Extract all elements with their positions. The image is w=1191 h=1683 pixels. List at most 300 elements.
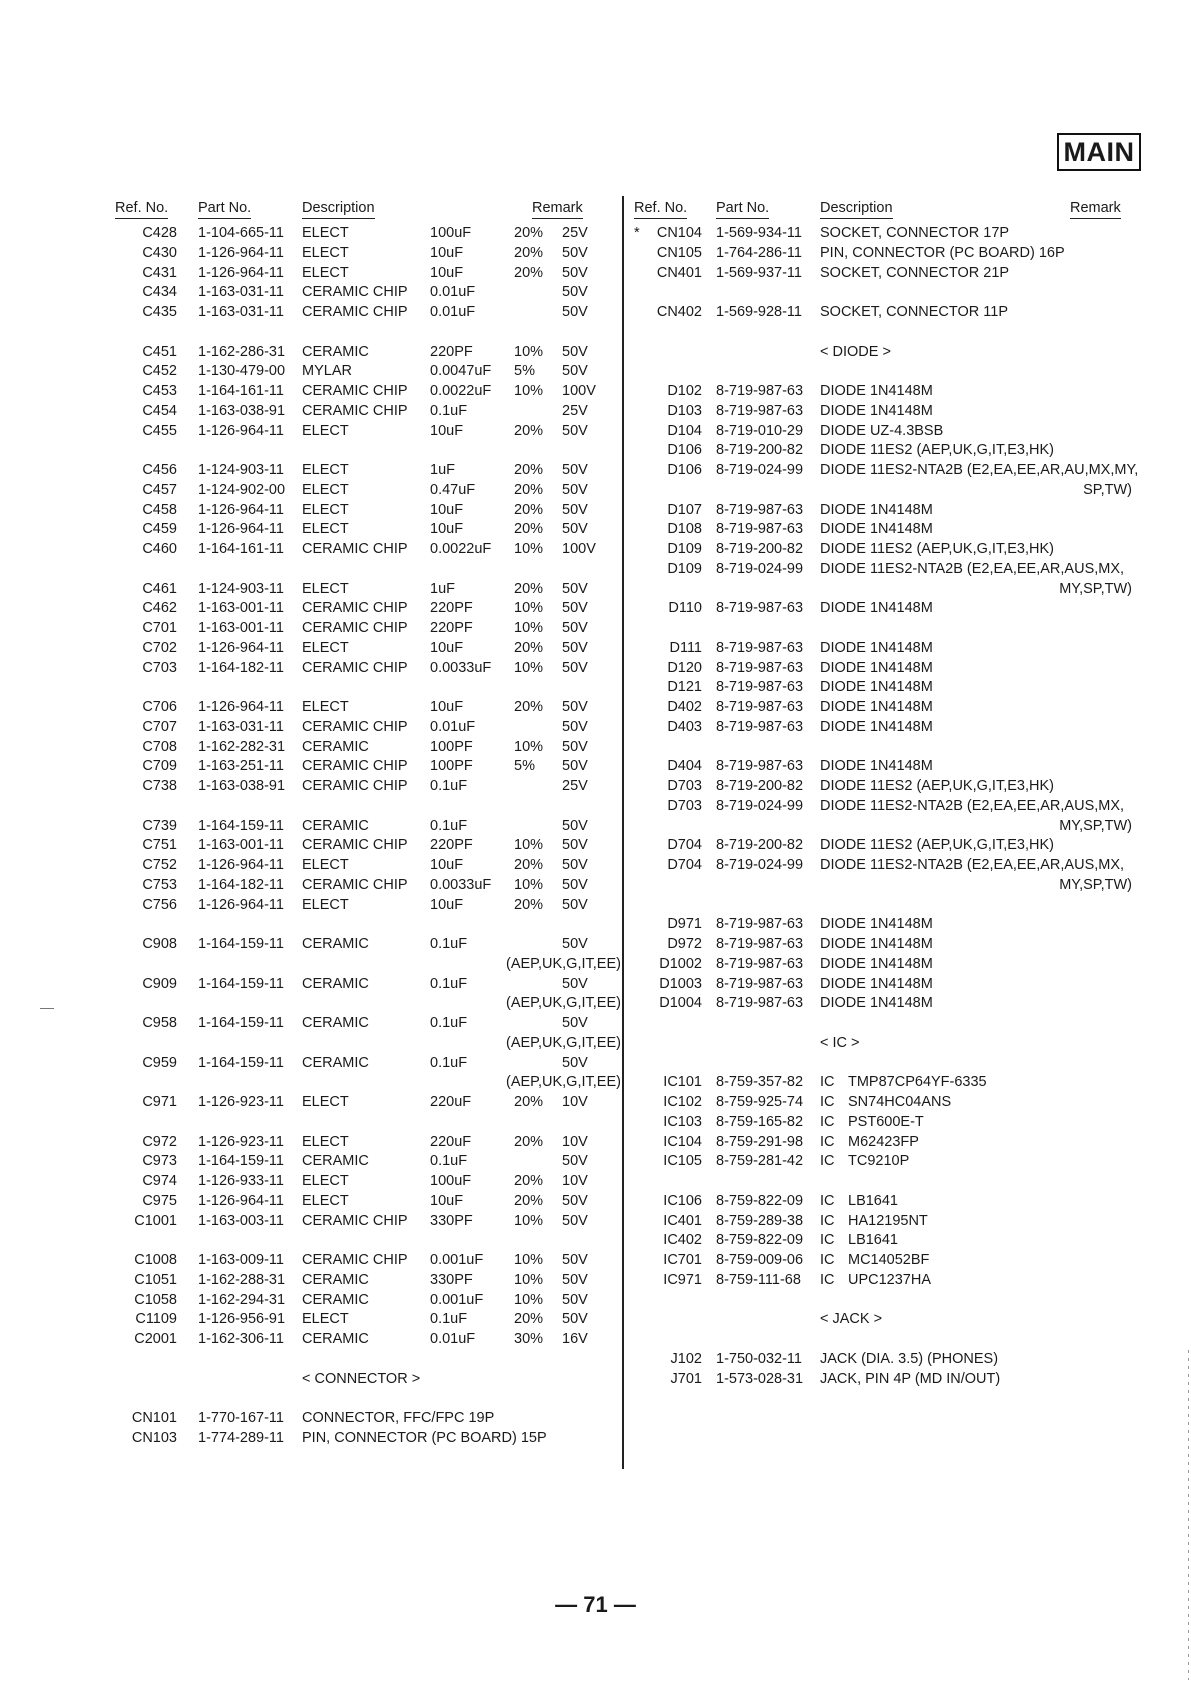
voltage: 50V <box>562 244 588 261</box>
tolerance: 20% <box>514 1094 544 1110</box>
description: SOCKET, CONNECTOR 11P <box>820 304 1009 320</box>
value: 10uF <box>430 639 464 656</box>
value: 220uF <box>430 1094 472 1110</box>
part-row <box>112 817 620 837</box>
right-column-header <box>634 196 1144 224</box>
value: 0.1uF <box>430 1015 468 1031</box>
section-badge: MAIN <box>1057 133 1141 171</box>
description: DIODE 1N4148M <box>820 600 933 617</box>
value: 0.0022uF <box>430 383 492 399</box>
tolerance: 20% <box>514 501 544 518</box>
value: 220PF <box>430 600 473 617</box>
part-no: 8-719-024-99 <box>716 857 804 873</box>
ref-no: C756 <box>142 896 177 913</box>
ref-no: D402 <box>667 699 702 715</box>
part-row <box>112 283 620 303</box>
value: 0.01uF <box>430 284 476 301</box>
description-header: Description <box>820 200 893 219</box>
tolerance: 10% <box>514 1212 544 1229</box>
tolerance: 20% <box>514 481 544 498</box>
ref-no: C435 <box>142 304 177 320</box>
voltage: 50V <box>562 284 588 301</box>
ic-prefix: IC <box>820 1212 835 1229</box>
ref-no-header: Ref. No. <box>115 200 168 219</box>
description: CONNECTOR, FFC/FPC 19P <box>302 1410 495 1426</box>
part-row <box>634 1350 1144 1370</box>
description: CERAMIC <box>302 343 369 360</box>
ref-no: CN402 <box>656 304 702 320</box>
part-no: 1-164-161-11 <box>198 383 284 399</box>
value: 0.001uF <box>430 1252 484 1268</box>
value: 10uF <box>430 501 464 518</box>
ref-no: C972 <box>142 1133 177 1150</box>
part-no: 8-759-822-09 <box>716 1192 804 1209</box>
part-row <box>112 935 620 955</box>
ref-no: C458 <box>142 501 177 518</box>
tolerance: 20% <box>514 639 544 656</box>
description: DIODE 1N4148M <box>820 995 933 1012</box>
spacer-row <box>112 1350 620 1370</box>
part-row <box>634 303 1144 323</box>
ic-name: LB1641 <box>848 1232 898 1249</box>
part-no: 1-126-964-11 <box>198 639 284 656</box>
part-row <box>112 422 620 442</box>
part-row <box>112 975 620 995</box>
ref-no: J701 <box>670 1370 702 1387</box>
value: 1uF <box>430 580 455 597</box>
part-row <box>112 1212 620 1232</box>
part-no: 8-719-987-63 <box>716 758 804 775</box>
description: DIODE 11ES2-NTA2B (E2,EA,EE,AR,AUS,MX, <box>820 857 1125 873</box>
description: CERAMIC CHIP <box>302 876 408 893</box>
voltage: 50V <box>562 876 588 893</box>
voltage: 50V <box>562 936 588 952</box>
tolerance: 10% <box>514 383 544 399</box>
part-no: 1-163-251-11 <box>198 758 284 775</box>
ref-no: J102 <box>670 1350 702 1367</box>
part-no: 8-719-987-63 <box>716 659 804 676</box>
page-number: — 71 — <box>555 1592 636 1617</box>
part-row <box>634 1152 1144 1172</box>
value: 1uF <box>430 462 455 478</box>
part-row <box>634 1192 1144 1212</box>
part-row <box>112 718 620 738</box>
part-no: 1-126-964-11 <box>198 1192 284 1209</box>
part-no: 1-163-003-11 <box>198 1212 284 1229</box>
part-no: 1-126-964-11 <box>198 244 284 261</box>
ref-no: D104 <box>667 422 702 439</box>
description: DIODE 11ES2-NTA2B (E2,EA,EE,AR,AU,MX,MY, <box>820 462 1139 478</box>
part-row <box>112 1133 620 1153</box>
ref-no: C971 <box>142 1094 177 1110</box>
part-no: 1-162-294-31 <box>198 1291 286 1308</box>
description: CERAMIC CHIP <box>302 600 408 617</box>
ic-name: M62423FP <box>848 1133 919 1150</box>
description: ELECT <box>302 225 349 241</box>
part-row <box>634 1271 1144 1291</box>
voltage: 50V <box>562 1054 588 1071</box>
part-no: 1-163-031-11 <box>198 718 284 735</box>
voltage: 50V <box>562 620 588 636</box>
part-no: 1-104-665-11 <box>198 225 284 241</box>
value: 0.0022uF <box>430 541 492 557</box>
spacer-row <box>112 1389 620 1409</box>
part-no: 1-770-167-11 <box>198 1410 284 1426</box>
value: 0.1uF <box>430 1153 468 1170</box>
spacer-row <box>634 1330 1144 1350</box>
part-row <box>634 777 1144 797</box>
part-row <box>634 994 1144 1014</box>
description: DIODE 11ES2 (AEP,UK,G,IT,E3,HK) <box>820 778 1054 794</box>
ref-no: C975 <box>142 1192 177 1209</box>
part-no: 1-126-964-11 <box>198 896 284 913</box>
part-row <box>112 1429 620 1449</box>
part-row <box>112 659 620 679</box>
spacer-row <box>634 362 1144 382</box>
part-no: 1-124-903-11 <box>198 462 284 478</box>
spacer-row <box>634 283 1144 303</box>
part-row <box>112 1152 620 1172</box>
ref-no: CN103 <box>131 1429 177 1446</box>
part-row <box>634 599 1144 619</box>
ref-no: IC402 <box>663 1232 702 1249</box>
region-note-row <box>112 955 620 975</box>
tolerance: 10% <box>514 738 544 755</box>
description: DIODE 1N4148M <box>820 975 933 992</box>
part-no: 1-163-009-11 <box>198 1252 284 1268</box>
description: DIODE 11ES2 (AEP,UK,G,IT,E3,HK) <box>820 837 1054 854</box>
tolerance: 10% <box>514 600 544 617</box>
description: CERAMIC <box>302 738 369 755</box>
ref-no: D110 <box>668 600 702 617</box>
part-row <box>634 402 1144 422</box>
voltage: 50V <box>562 462 588 478</box>
description: ELECT <box>302 580 349 597</box>
part-row <box>112 599 620 619</box>
description: ELECT <box>302 521 349 538</box>
ref-no: C456 <box>142 462 177 478</box>
description-continuation-row <box>634 876 1144 896</box>
description: ELECT <box>302 422 349 439</box>
ref-no: D106 <box>667 442 702 459</box>
voltage: 50V <box>562 837 588 854</box>
column-divider <box>622 196 624 1469</box>
left-parts-column <box>112 196 620 1449</box>
part-row <box>112 1172 620 1192</box>
description: ELECT <box>302 639 349 656</box>
part-no: 1-163-038-91 <box>198 778 286 794</box>
spacer-row <box>634 1172 1144 1192</box>
part-no-header: Part No. <box>716 200 769 219</box>
part-no: 1-164-159-11 <box>198 1015 284 1031</box>
description: ELECT <box>302 1192 349 1209</box>
ic-name: HA12195NT <box>848 1212 928 1229</box>
value: 0.47uF <box>430 481 476 498</box>
part-row <box>634 520 1144 540</box>
description: CERAMIC <box>302 975 369 992</box>
tolerance: 20% <box>514 264 544 281</box>
voltage: 50V <box>562 1252 588 1268</box>
value: 0.1uF <box>430 975 468 992</box>
ref-no: C454 <box>142 402 177 419</box>
part-no: 1-163-001-11 <box>198 600 284 617</box>
description: ELECT <box>302 1173 349 1189</box>
voltage: 50V <box>562 975 588 992</box>
part-no: 8-719-024-99 <box>716 462 804 478</box>
value: 0.0033uF <box>430 876 492 893</box>
voltage: 50V <box>562 1015 588 1031</box>
description: DIODE 1N4148M <box>820 383 933 399</box>
tolerance: 20% <box>514 1133 544 1150</box>
ic-prefix: IC <box>820 1074 835 1091</box>
part-row <box>112 1054 620 1074</box>
ic-prefix: IC <box>820 1094 835 1110</box>
part-row <box>112 501 620 521</box>
part-no: 8-719-200-82 <box>716 541 804 557</box>
ref-no: D972 <box>667 936 702 952</box>
part-row <box>112 1291 620 1311</box>
ref-no: IC971 <box>663 1271 702 1288</box>
tolerance: 20% <box>514 699 544 715</box>
ref-no: C1109 <box>135 1311 177 1328</box>
ref-no: D102 <box>667 383 702 399</box>
part-no: 1-163-031-11 <box>198 284 284 301</box>
voltage: 50V <box>562 343 588 360</box>
tolerance: 20% <box>514 225 544 241</box>
description: CERAMIC <box>302 936 369 952</box>
ic-name: SN74HC04ANS <box>848 1094 952 1110</box>
description: JACK, PIN 4P (MD IN/OUT) <box>820 1370 1001 1387</box>
description: DIODE 1N4148M <box>820 501 933 518</box>
part-no: 1-573-028-31 <box>716 1370 804 1387</box>
ref-no: C702 <box>142 639 177 656</box>
ref-no: D704 <box>667 837 702 854</box>
spacer-row <box>634 738 1144 758</box>
description: DIODE UZ-4.3BSB <box>820 422 944 439</box>
voltage: 50V <box>562 580 588 597</box>
value: 10uF <box>430 264 464 281</box>
ref-no: IC701 <box>663 1252 702 1268</box>
part-no: 8-719-010-29 <box>716 422 804 439</box>
part-no: 1-126-964-11 <box>198 699 284 715</box>
part-row <box>112 1251 620 1271</box>
tolerance: 20% <box>514 422 544 439</box>
value: 220uF <box>430 1133 472 1150</box>
description: DIODE 1N4148M <box>820 916 933 933</box>
tolerance: 20% <box>514 462 544 478</box>
section-heading: < IC > <box>820 1034 860 1051</box>
value: 10uF <box>430 422 464 439</box>
part-row <box>112 520 620 540</box>
ref-no: C459 <box>142 521 177 538</box>
part-row <box>112 481 620 501</box>
value: 100uF <box>430 225 472 241</box>
tolerance: 5% <box>514 363 535 380</box>
part-no: 1-126-964-11 <box>198 501 284 518</box>
part-row <box>634 915 1144 935</box>
ref-no: C1001 <box>134 1212 177 1229</box>
part-no: 1-124-903-11 <box>198 580 284 597</box>
ref-no: D121 <box>667 679 702 696</box>
part-no: 8-719-024-99 <box>716 560 804 577</box>
ref-no: C706 <box>142 699 177 715</box>
part-row <box>634 797 1144 817</box>
part-row <box>634 382 1144 402</box>
ref-no: D703 <box>667 778 702 794</box>
ic-name: MC14052BF <box>848 1252 930 1268</box>
part-row <box>634 461 1144 481</box>
description: JACK (DIA. 3.5) (PHONES) <box>820 1350 999 1367</box>
description: DIODE 11ES2-NTA2B (E2,EA,EE,AR,AUS,MX, <box>820 797 1125 814</box>
ref-no: IC401 <box>663 1212 702 1229</box>
description-continuation: MY,SP,TW) <box>1059 876 1132 893</box>
voltage: 50V <box>562 817 588 834</box>
part-no: 8-759-925-74 <box>716 1094 804 1110</box>
part-row <box>634 1073 1144 1093</box>
part-no: 1-774-289-11 <box>198 1429 284 1446</box>
description: ELECT <box>302 857 349 873</box>
part-row <box>112 1310 620 1330</box>
part-row <box>112 698 620 718</box>
voltage: 50V <box>562 659 588 676</box>
part-no: 1-569-928-11 <box>716 304 802 320</box>
voltage: 16V <box>562 1331 588 1347</box>
tolerance: 10% <box>514 1291 544 1308</box>
part-row <box>112 382 620 402</box>
voltage: 50V <box>562 264 588 281</box>
ref-no: D108 <box>667 521 702 538</box>
spacer-row <box>634 1014 1144 1034</box>
description: CERAMIC CHIP <box>302 1212 408 1229</box>
part-no: 1-569-937-11 <box>716 264 802 281</box>
ref-no: CN401 <box>656 264 702 281</box>
description: CERAMIC CHIP <box>302 304 408 320</box>
voltage: 50V <box>562 481 588 498</box>
part-row <box>112 362 620 382</box>
part-row <box>112 619 620 639</box>
part-no: 1-163-001-11 <box>198 620 284 636</box>
description: CERAMIC CHIP <box>302 284 408 301</box>
description: ELECT <box>302 462 349 478</box>
part-row <box>112 1093 620 1113</box>
description: DIODE 11ES2 (AEP,UK,G,IT,E3,HK) <box>820 541 1054 557</box>
description: CERAMIC CHIP <box>302 1252 408 1268</box>
ref-no: D1004 <box>659 995 702 1012</box>
part-no: 8-759-357-82 <box>716 1074 804 1091</box>
tolerance: 10% <box>514 1252 544 1268</box>
section-heading-row <box>112 1370 620 1390</box>
value: 0.01uF <box>430 718 476 735</box>
tolerance: 30% <box>514 1331 544 1347</box>
value: 100uF <box>430 1173 472 1189</box>
part-row <box>112 836 620 856</box>
tolerance: 10% <box>514 620 544 636</box>
region-note-row <box>112 1073 620 1093</box>
description: DIODE 11ES2-NTA2B (E2,EA,EE,AR,AUS,MX, <box>820 560 1125 577</box>
part-row <box>634 264 1144 284</box>
ref-no: IC102 <box>663 1094 702 1110</box>
part-no: 8-759-009-06 <box>716 1252 804 1268</box>
ref-no: C1058 <box>134 1291 177 1308</box>
ref-no-header: Ref. No. <box>634 200 687 219</box>
spacer-row <box>112 1231 620 1251</box>
description: DIODE 1N4148M <box>820 659 933 676</box>
description: CERAMIC <box>302 1153 369 1170</box>
part-row <box>634 1231 1144 1251</box>
ic-name: TMP87CP64YF-6335 <box>848 1074 987 1091</box>
part-no: 1-164-159-11 <box>198 936 284 952</box>
section-heading: < CONNECTOR > <box>302 1370 421 1387</box>
value: 0.001uF <box>430 1291 484 1308</box>
value: 0.01uF <box>430 304 476 320</box>
region-note-row <box>112 1034 620 1054</box>
part-row <box>112 1330 620 1350</box>
ref-no: C738 <box>142 778 177 794</box>
part-row <box>634 955 1144 975</box>
value: 0.0033uF <box>430 659 492 676</box>
tolerance: 10% <box>514 659 544 676</box>
ref-no: C460 <box>142 541 177 557</box>
part-no: 8-719-987-63 <box>716 679 804 696</box>
description: CERAMIC <box>302 1054 369 1071</box>
part-no: 8-719-200-82 <box>716 778 804 794</box>
description: CERAMIC <box>302 1271 369 1288</box>
part-no: 8-719-987-63 <box>716 639 804 656</box>
description: ELECT <box>302 1133 349 1150</box>
part-no: 1-163-001-11 <box>198 837 284 854</box>
description: CERAMIC CHIP <box>302 837 408 854</box>
part-row <box>112 876 620 896</box>
voltage: 50V <box>562 1311 588 1328</box>
region-note: (AEP,UK,G,IT,EE) <box>506 955 621 972</box>
description: ELECT <box>302 699 349 715</box>
ic-prefix: IC <box>820 1252 835 1268</box>
ref-no: C958 <box>142 1015 177 1031</box>
ic-prefix: IC <box>820 1192 835 1209</box>
ref-no: IC103 <box>663 1113 702 1130</box>
value: 0.1uF <box>430 1054 468 1071</box>
part-row <box>112 738 620 758</box>
part-no: 1-569-934-11 <box>716 225 802 241</box>
spacer-row <box>634 1291 1144 1311</box>
value: 100PF <box>430 758 473 775</box>
part-row <box>112 1271 620 1291</box>
part-no: 1-162-282-31 <box>198 738 286 755</box>
ref-no: C701 <box>142 620 177 636</box>
voltage: 50V <box>562 857 588 873</box>
description-continuation-row <box>634 580 1144 600</box>
part-row <box>634 975 1144 995</box>
ref-no: D404 <box>667 758 702 775</box>
voltage: 10V <box>562 1094 588 1110</box>
part-row <box>112 303 620 323</box>
description-continuation-row <box>634 481 1144 501</box>
ref-no: C1051 <box>134 1271 177 1288</box>
ref-no: C2001 <box>134 1331 177 1347</box>
description: MYLAR <box>302 363 352 380</box>
tolerance: 10% <box>514 541 544 557</box>
voltage: 50V <box>562 501 588 518</box>
part-no: 1-130-479-00 <box>198 363 286 380</box>
description: ELECT <box>302 1311 349 1328</box>
part-no: 8-719-987-63 <box>716 916 804 933</box>
value: 0.01uF <box>430 1331 476 1347</box>
description: PIN, CONNECTOR (PC BOARD) 16P <box>820 244 1065 261</box>
ref-no: C703 <box>142 659 177 676</box>
description: CERAMIC <box>302 1015 369 1031</box>
part-no: 8-719-987-63 <box>716 975 804 992</box>
left-parts-rows <box>112 224 620 1449</box>
